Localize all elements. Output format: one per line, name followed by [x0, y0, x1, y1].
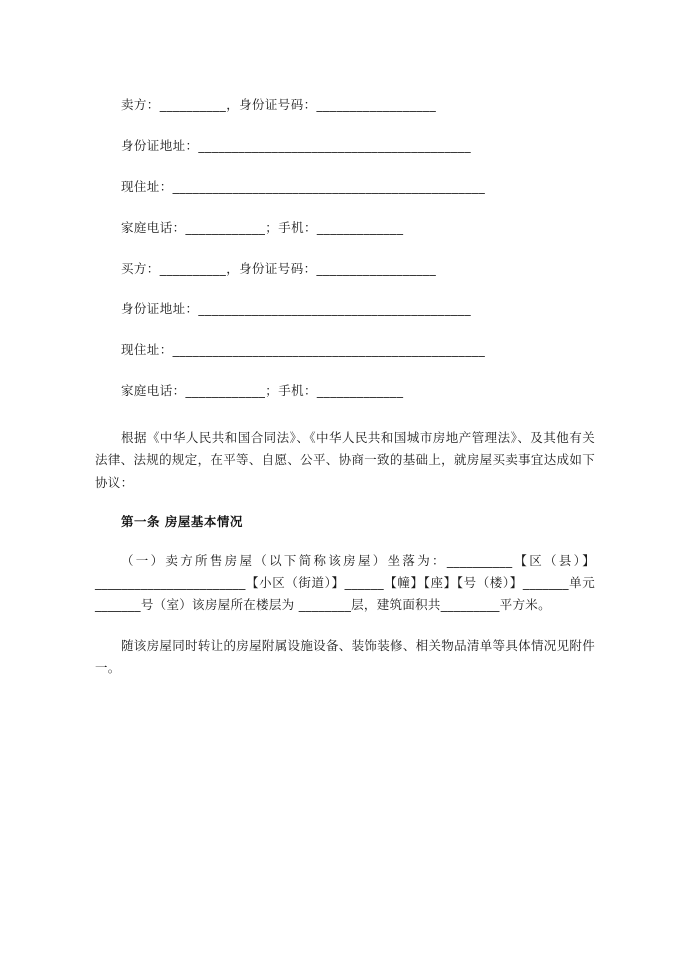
clause-one-paragraph: （一）卖方所售房屋（以下简称该房屋）坐落为：__________【区（县）】_______________________【小区（街道）】______【幢】【座】【号（楼）】_______单元_______号（室）该房屋所在楼层为 ________层，建筑面积共_________平方米。: [95, 552, 595, 613]
buyer-id-address-line: 身份证地址：_________________________________________: [121, 301, 472, 317]
seller-id-address-line: 身份证地址：_________________________________________: [121, 137, 472, 153]
seller-current-address-line: 现住址：_______________________________________________: [121, 178, 486, 194]
preamble-paragraph: 根据《中华人民共和国合同法》、《中华人民共和国城市房地产管理法》、及其他有关法律、法规的规定，在平等、自愿、公平、协商一致的基础上，就房屋买卖事宜达成如下协议：: [95, 430, 595, 490]
buyer-line: 买方：__________，身份证号码：__________________: [121, 260, 437, 276]
seller-phone-line: 家庭电话：____________；手机：_____________: [121, 219, 404, 235]
clause-note-paragraph: 随该房屋同时转让的房屋附属设施设备、装饰装修、相关物品清单等具体情况见附件一。: [95, 637, 595, 675]
buyer-current-address-line: 现住址：_______________________________________________: [121, 342, 486, 358]
buyer-phone-line: 家庭电话：____________；手机：_____________: [121, 383, 404, 399]
article-one-heading: 第一条 房屋基本情况: [121, 513, 243, 529]
seller-line: 卖方：__________，身份证号码：__________________: [121, 97, 437, 112]
